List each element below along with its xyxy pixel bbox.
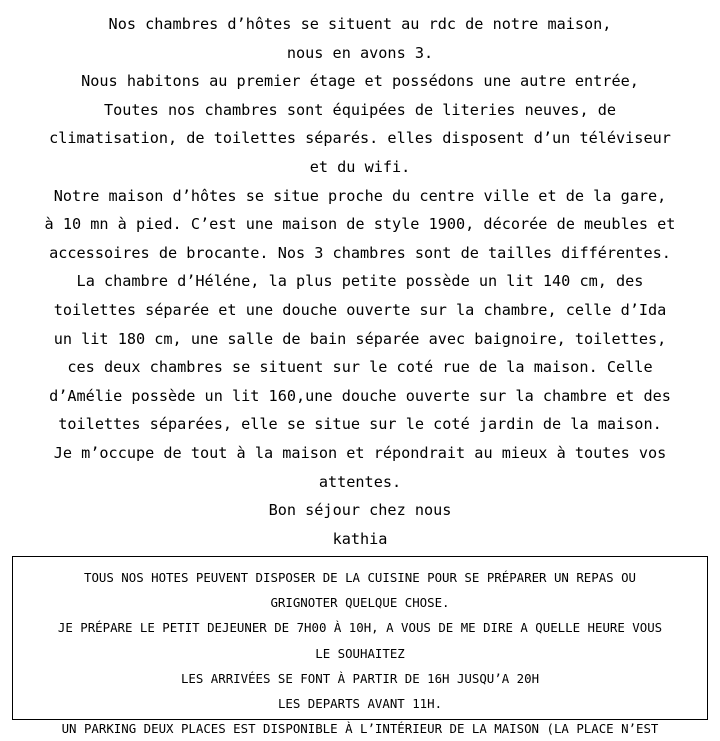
text-line: d’Amélie possède un lit 160,une douche ouverte sur la chambre et des — [49, 386, 671, 405]
text-line: accessoires de brocante. Nos 3 chambres sont de tailles différentes. — [49, 243, 671, 262]
rules-line: JE PRÉPARE LE PETIT DEJEUNER DE 7H00 À 10H, A VOUS DE ME DIRE A QUELLE HEURE VOUS — [57, 620, 663, 636]
text-line: toilettes séparées, elle se situe sur le coté jardin de la maison. — [58, 415, 662, 434]
house-rules-box — [12, 556, 708, 737]
text-line: Notre maison d’hôtes se situe proche du centre ville et de la gare, — [53, 186, 667, 205]
text-line: Nous habitons au premier étage et possédons une autre entrée, — [81, 72, 639, 91]
signature-line: kathia — [332, 529, 388, 548]
text-line: Toutes nos chambres sont équipées de literies neuves, de — [103, 100, 617, 119]
text-line: un lit 180 cm, une salle de bain séparée avec baignoire, toilettes, — [53, 329, 667, 348]
rules-line: UN PARKING DEUX PLACES EST DISPONIBLE À L’INTÉRIEUR DE LA MAISON (LA PLACE N’EST — [61, 721, 659, 737]
text-line: Bon séjour chez nous — [268, 501, 452, 520]
text-line: Je m’occupe de tout à la maison et répondrait au mieux à toutes vos — [53, 443, 667, 462]
text-line: Nos chambres d’hôtes se situent au rdc de notre maison, — [108, 15, 612, 33]
text-line: attentes. — [318, 472, 402, 491]
rules-line: LES DEPARTS AVANT 11H. — [277, 696, 443, 712]
text-line: nous en avons 3. — [286, 43, 434, 62]
rules-line: LE SOUHAITEZ — [315, 645, 405, 661]
rules-line: LES ARRIVÉES SE FONT À PARTIR DE 16H JUSQU’A 20H — [180, 670, 540, 686]
text-line: toilettes séparée et une douche ouverte sur la chambre, celle d’Ida — [53, 300, 667, 319]
rules-line: TOUS NOS HOTES PEUVENT DISPOSER DE LA CUISINE POUR SE PRÉPARER UN REPAS OU — [83, 570, 637, 585]
text-line: La chambre d’Héléne, la plus petite possède un lit 140 cm, des — [76, 272, 644, 291]
text-line: climatisation, de toilettes séparés. elles disposent d’un téléviseur — [49, 129, 671, 148]
text-line: ces deux chambres se situent sur le coté rue de la maison. Celle — [67, 358, 653, 377]
text-line: et du wifi. — [309, 157, 411, 176]
rules-line: GRIGNOTER QUELQUE CHOSE. — [270, 595, 450, 611]
text-line: à 10 mn à pied. C’est une maison de style 1900, décorée de meubles et — [44, 215, 676, 234]
